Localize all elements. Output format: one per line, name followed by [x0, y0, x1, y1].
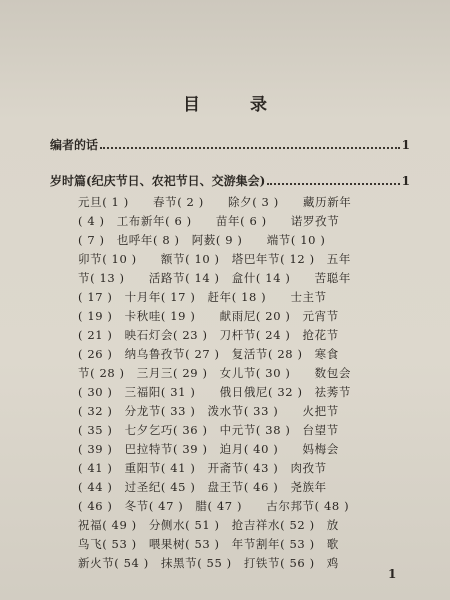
entry-row: 祝福( 49 ) 分侧水( 51 ) 抢吉祥水( 52 ) 放	[78, 518, 339, 532]
entry-row: 卯节( 10 ) 额节( 10 ) 塔巴年节( 12 ) 五年	[78, 252, 351, 266]
toc-entry-page: 1	[401, 138, 410, 152]
dot-leader	[100, 147, 400, 149]
entry-row: ( 7 ) 也呼年( 8 ) 阿薮( 9 ) 端节( 10 )	[78, 233, 326, 247]
dot-leader	[267, 183, 399, 185]
bleed-through-text	[150, 0, 450, 70]
toc-entry-page: 1	[401, 174, 410, 188]
toc-entry-editors-note	[50, 136, 410, 153]
entry-row: 新火节( 54 ) 抹黑节( 55 ) 打铁节( 56 ) 鸡	[78, 556, 339, 570]
entry-row: ( 26 ) 纳乌鲁孜节( 27 ) 复活节( 28 ) 寒食	[78, 347, 339, 361]
festival-entry-list	[78, 193, 408, 573]
entry-row: 元旦( 1 ) 春节( 2 ) 除夕( 3 ) 藏历新年	[78, 195, 352, 209]
entry-row: ( 17 ) 十月年( 17 ) 赶年( 18 ) 士主节	[78, 290, 327, 304]
entry-row: ( 46 ) 冬节( 47 ) 腊( 47 ) 古尔邦节( 48 )	[78, 499, 350, 513]
entry-row: ( 41 ) 重阳节( 41 ) 开斋节( 43 ) 肉孜节	[78, 461, 327, 475]
entry-row: ( 21 ) 映石灯会( 23 ) 刀杆节( 24 ) 抢花节	[78, 328, 339, 342]
toc-entry-seasonal-section	[50, 172, 410, 189]
page-number: 1	[388, 567, 397, 581]
entry-row: 鸟飞( 53 ) 喂果树( 53 ) 年节割年( 53 ) 歌	[78, 537, 339, 551]
entry-row: ( 30 ) 三福阳( 31 ) 俄日俄尼( 32 ) 祛莠节	[78, 385, 351, 399]
entry-row: 节( 13 ) 活路节( 14 ) 盒什( 14 ) 苦聪年	[78, 271, 351, 285]
entry-row: ( 32 ) 分龙节( 33 ) 泼水节( 33 ) 火把节	[78, 404, 339, 418]
page-title: 目 录	[183, 95, 289, 115]
entry-row: ( 39 ) 巴拉特节( 39 ) 迫月( 40 ) 妈梅会	[78, 442, 339, 456]
entry-row: ( 4 ) 工布新年( 6 ) 苗年( 6 ) 诺罗孜节	[78, 214, 340, 228]
entry-row: 节( 28 ) 三月三( 29 ) 女儿节( 30 ) 数包会	[78, 366, 351, 380]
entry-row: ( 35 ) 七夕乞巧( 36 ) 中元节( 38 ) 台望节	[78, 423, 339, 437]
toc-entry-label: 编者的话	[50, 138, 99, 152]
entry-row: ( 19 ) 卡秋哇( 19 ) 献雨尼( 20 ) 元宵节	[78, 309, 339, 323]
toc-entry-label: 岁时篇(纪庆节日、农祀节日、交游集会)	[50, 174, 266, 188]
entry-row: ( 44 ) 过圣纪( 45 ) 盘王节( 46 ) 尧族年	[78, 480, 327, 494]
